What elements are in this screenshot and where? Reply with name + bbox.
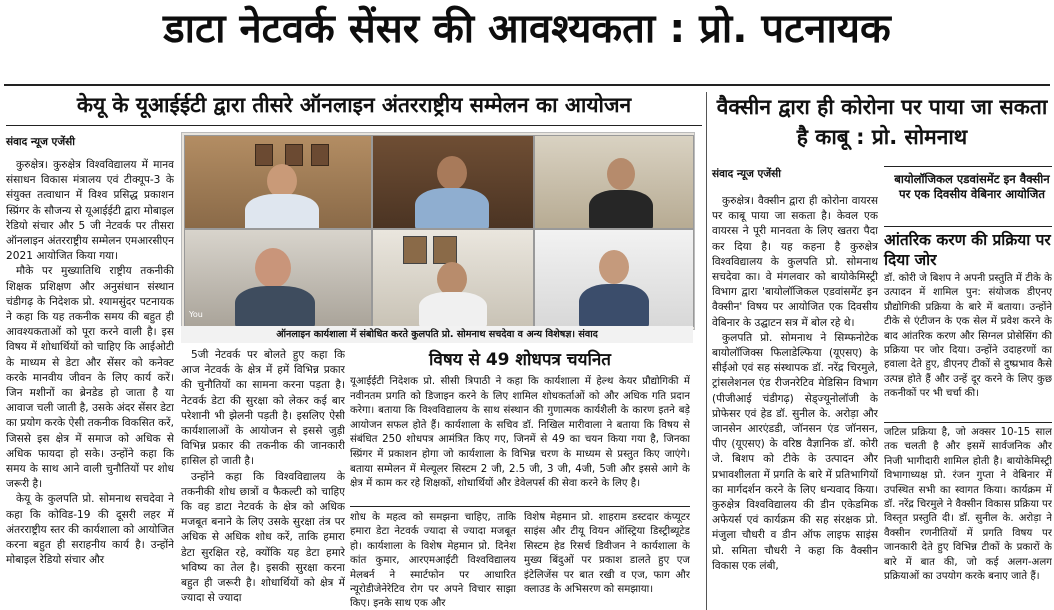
paragraph: कुरुक्षेत्र। वैक्सीन द्वारा ही कोरोना वायरस पर काबू पाया जा सकता है। केवल एक वायरस ने पूरी मानवता के लिए खतरा पैदा कर दिया है। यह कहना है कुरुक्षेत्र विश्वविद्यालय के कुलपति प्रो. सोमनाथ सचदेवा का। वे मंगलवार को बायोकेमिस्ट्री विभाग द्वारा 'बायोलॉजिकल एडवांसमेंट इन वैक्सीन' विषय पर आयोजित एक दिवसीय वेबिनार के उद्घाटन सत्र में बोल रहे थे।	[712, 195, 878, 329]
video-tile	[184, 229, 372, 327]
article-column-4	[712, 194, 878, 610]
paragraph: 5जी नेटवर्क पर बोलते हुए कहा कि आज नेटवर्क के क्षेत्र में हमें विभिन्न प्रकार की चुनौतियों का सामना करना पड़ता है। नेटवर्क डेटा की सुरक्षा को लेकर कई बार परेशानी भी झेलनी पड़ती है। इसलिए ऐसी कार्यशालाओं के आयोजन से इससे जुड़ी विभिन्न प्रकार की तकनीक की जानकारी हासिल हो जाती है।	[181, 349, 345, 468]
subhead-vaccine: वैक्सीन द्वारा ही कोरोना पर पाया जा सकता है काबू : प्रो. सोमनाथ	[716, 95, 1048, 149]
article-column-2	[181, 348, 345, 610]
sidebox-rule	[884, 166, 1052, 167]
subhead-research-papers: विषय से 49 शोधपत्र चयनित	[428, 350, 611, 370]
conference-photo	[181, 132, 695, 330]
article-column-1	[6, 158, 174, 610]
video-tile	[534, 135, 694, 229]
paragraph: कुरुक्षेत्र। कुरुक्षेत्र विश्वविद्यालय में मानव संसाधन विकास मंत्रालय एवं टीक्यूप-3 के संयुक्त तत्वाधान में विश्व प्रसिद्ध प्रकाशन स्प्रिंगर के सौजन्य से यूआईईटी द्वारा मोबाइल रेडियो संचार और 5 जी नेटवर्क पर तीसरा ऑनलाइन अंतरराष्ट्रीय सम्मेलन एमआरसीएन 2021 आयोजित किया गया।	[6, 159, 174, 263]
column-divider	[350, 506, 690, 507]
paragraph: कुलपति प्रो. सोमनाथ ने सिम्फनोटेक बायोलॉजिक्स फिलाडेल्फिया (यूएसए) के सीईओ एवं सह संस्थापक डॉ. नरेंद्र चिरमुले, ट्रांसलेशनल एंड रीजनरेटिव मेडिसिन विभाग (पीजीआई चंडीगढ़) सेड्ज्यूनोलॉजी के प्रोफेसर एवं हेड डॉ. सुनील के. अरोड़ा और जानसेन आरएंडडी, जॉनसन एंड जॉनसन, पीए (यूएसए) के वरिष्ठ वैज्ञानिक डॉ. कोरी जे. बिशप को टीके के उत्पादन और प्रभावशीलता में प्रगति के बारे में प्रतिभागियों का मार्गदर्शन करने के लिए धन्यवाद किया। कुरुक्षेत्र विश्वविद्यालय की डीन एकेडमिक अफेयर्स एवं कार्यक्रम की सह संरक्षक प्रो. मंजुला चौधरी व डीन ऑफ लाइफ साइंस प्रो. समिता चौधरी ने कहा कि वैक्सीन विकास एक लंबी,	[712, 331, 878, 572]
paragraph: मौके पर मुख्यातिथि राष्ट्रीय तकनीकी शिक्षक प्रशिक्षण और अनुसंधान संस्थान चंडीगढ़ के निदेशक प्रो. श्यामसुंदर पटनायक ने कहा कि यह तकनीक समय की बहुत ही आवश्यकताओं को पूरा करने वाली है। इस विषय में शोधार्थियों को चाहिए कि आईओटी के माध्यम से डेटा और सेंसर को कनेक्ट करके मानवीय जीवन के लिए कार्य करें। जिन मशीनों का ब्रेनडेड हो जाता है या आवाज चली जाती है, उसके अंदर सेंसर डेटा का प्रयोग करके ऐसी तकनीक विकसित करें, जिससे इस क्षेत्र में समाज को अधिक से अधिक फायदा हो सके। उन्होंने कहा कि समय के साथ आने वाली चुनौतियों पर शोध जरूरी है।	[6, 265, 174, 491]
video-tile-label: You	[189, 310, 203, 319]
sidebox-title: बायोलॉजिकल एडवांसमेंट इन वैक्सीन पर एक दिवसीय वेबिनार आयोजित	[894, 172, 1050, 201]
article-column-3b: विशेष मेहमान प्रो. शाहराम डस्टदार कंप्यूटर साइंस और टीयू वियन ऑस्ट्रिया डिस्ट्रीब्यूटेड सिस्टम हेड रिसर्च डिवीजन ने कार्यशाला के मुख्य बिंदुओं पर प्रकाश डालते हुए एज इंटेलिजेंस पर बात रखी व एज, फाग और क्लाउड के अभिसरण को समझाया।	[524, 512, 690, 596]
byline-right: संवाद न्यूज एजेंसी	[712, 168, 781, 180]
photo-caption: ऑनलाइन कार्यशाला में संबोधित करते कुलपति प्रो. सोमनाथ सचदेवा व अन्य विशेषज्ञ। संवाद	[181, 326, 693, 343]
paragraph: केयू के कुलपति प्रो. सोमनाथ सचदेवा ने कहा कि कोविड-19 की दूसरी लहर में अंतरराष्ट्रीय स्तर की कार्यशाला को आयोजित करना बहुत ही सराहनीय कार्य है। उन्होंने मोबाइल रेडियो संचार और	[6, 493, 174, 567]
subhead-conference: केयू के यूआईईटी द्वारा तीसरे ऑनलाइन अंतरराष्ट्रीय सम्मेलन का आयोजन	[76, 93, 632, 117]
article-column-3: यूआईईटी निदेशक प्रो. सीसी त्रिपाठी ने कहा कि कार्यशाला में हेल्थ केयर प्रौद्योगिकी में नवीनतम प्रगति को डिजाइन करने के लिए शामिल शोधकर्ताओं को और अधिक गति प्रदान करेगा। बताया कि विश्वविद्यालय के साथ संस्थान की गुणात्मक कार्यशैली के कारण इतने बड़े आयोजन सफल होते हैं। कार्यशाला के सचिव डॉ. निखिल मारीवाला ने बताया कि विषय से संबंधित 250 शोधपत्र आमंत्रित किए गए, जिनमें से 49 का चयन किया गया है, जिनका स्प्रिंगर में प्रकाशन होगा जो कार्यशाला के विभिन्न चरण के माध्यम से प्रस्तुत किए जाएंगे। बताया सम्मेलन में मेल्यूलर सिस्टम 2 जी, 2.5 जी, 3 जी, 4जी, 5जी और इससे आगे के क्षेत्र में काम कर रहे शिक्षकों, शोधार्थियों और डेवेलपर्स की सेवा करने के लिए है।	[350, 376, 690, 490]
paragraph: उन्होंने कहा कि विश्वविद्यालय के तकनीकी शोध छात्रों व फैकल्टी को चाहिए कि वह डाटा नेटवर्क के क्षेत्र को अधिक मजबूत बनाने के लिए उसके सुरक्षा तंत्र पर अधिक से अधिक शोध करें, ताकि हमारा डेटा सुरक्षित रहे, क्योंकि यह डेटा हमारे भविष्य का तेल है। इसकी सुरक्षा करना बहुत ही जरूरी है। शोधार्थियों को क्षेत्र में ज्यादा से ज्यादा	[181, 470, 345, 605]
page-headline: डाटा नेटवर्क सेंसर की आवश्यकता : प्रो. पटनायक	[163, 6, 891, 52]
video-tile	[534, 229, 694, 327]
byline-left: संवाद न्यूज एजेंसी	[6, 136, 75, 148]
video-tile	[372, 135, 534, 229]
headline-rule	[4, 84, 1050, 86]
column-divider	[884, 422, 1052, 423]
article-column-5b: जटिल प्रक्रिया है, जो अक्सर 10-15 साल तक चलती है और इसमें सार्वजनिक और निजी भागीदारी शामिल होती है। बायोकेमिस्ट्री विभागाध्यक्ष प्रो. रंजन गुप्ता ने वेबिनार में उपस्थित सभी का स्वागत किया। कार्यक्रम में डॉ. नरेंद्र चिरमुले ने वैक्सीन विकास प्रक्रिया पर विस्तृत प्रस्तुति दी। डॉ. सुनील के. अरोड़ा ने वैक्सीन रणनीतियों में प्रगति विषय पर जानकारी देते हुए विभिन्न टीकों के प्रकारों के बारे में बात की, जो कई अलग-अलग प्रक्रियाओं का उपयोग करके बनाए जाते हैं।	[884, 427, 1052, 583]
video-tile	[184, 135, 372, 229]
sidehead: आंतरिक करण की प्रक्रिया पर दिया जोर	[884, 231, 1051, 269]
video-tile	[372, 229, 534, 327]
sidehead-rule	[884, 226, 1052, 227]
article-column-5: डॉ. कोरी जे बिशप ने अपनी प्रस्तुति में टीके के उत्पादन में शामिल पुन: संयोजक डीएनए प्रौद्योगिकी प्रक्रिया के बारे में बताया। उन्होंने टीके से एंटीजन के एक सेल में प्रवेश करने के बाद आंतरिक करण और सिग्नल प्रोसेसिंग की प्रक्रिया पर जोर दिया। उन्होंने उदाहरणों का हवाला देते हुए, डीएनए टीकों से दुष्प्रभाव कैसे उत्पन्न होते हैं और उन्हें दूर करने के लिए कुछ तकनीकों पर भी चर्चा की।	[884, 273, 1052, 400]
subhead-rule	[6, 125, 702, 126]
article-column-3a: शोध के महत्व को समझना चाहिए, ताकि हमारा डेटा नेटवर्क ज्यादा से ज्यादा मजबूत हो। कार्यशाला के विशेष मेहमान प्रो. दिनेश कांत कुमार, आरएमआईटी विश्वविद्यालय मेलबर्न ने स्मार्टफोन पर आधारित न्यूरोडीजेनेरेटिव रोग पर अपने विचार साझा किए। इनके साथ एक और	[350, 512, 516, 610]
article-divider	[706, 92, 707, 610]
